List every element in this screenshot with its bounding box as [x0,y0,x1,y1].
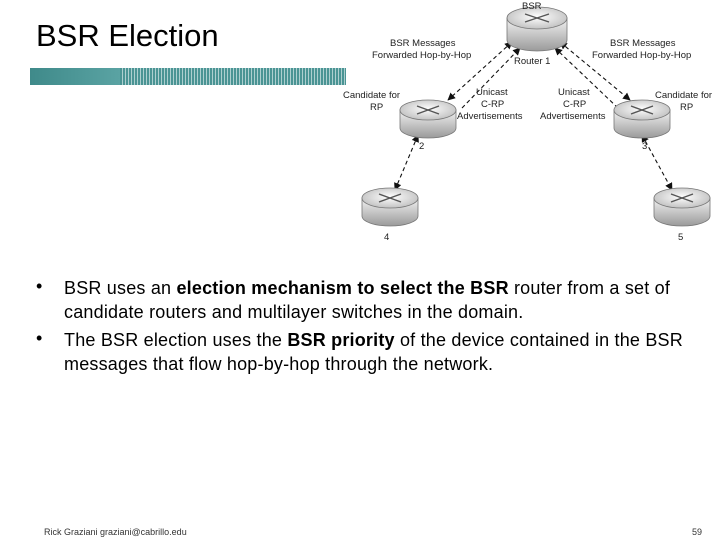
label-crp-left-2: C-RP [481,99,505,110]
label-crp-left-3: Advertisements [457,111,523,122]
bullet-text-1-bold: election mechanism to select the BSR [176,278,509,298]
label-router-5: 5 [678,232,684,243]
bsr-election-diagram [0,0,720,250]
bullet-dot-icon: • [36,328,43,348]
label-bsr-msgs-left-2: Forwarded Hop-by-Hop [372,50,472,61]
label-router-4: 4 [384,232,390,243]
slide-title: BSR Election [36,18,219,53]
label-cand-right-1: Candidate for [655,90,713,101]
label-router-2: 2 [419,141,425,152]
label-router1: Router 1 [514,56,551,67]
bullet-list [36,276,696,380]
link-r2-r4 [395,135,418,190]
label-crp-right-3: Advertisements [540,111,606,122]
label-bsr-msgs-right-2: Forwarded Hop-by-Hop [592,50,692,61]
label-cand-left-2: RP [370,102,384,113]
slide-footer: Rick Graziani graziani@cabrillo.edu [44,527,187,537]
router-icon-3 [614,100,670,138]
label-crp-left-1: Unicast [476,87,508,98]
bullet-text-2-bold: BSR priority [287,330,395,350]
router-icon-1 [507,7,567,51]
router-icon-5 [654,188,710,226]
router-icon-2 [400,100,456,138]
label-crp-right-1: Unicast [558,87,590,98]
bullet-text-1-part-3: router from a set of candidate routers and multilayer switches in the domain. [64,278,671,322]
label-router-3: 3 [642,141,648,152]
label-cand-right-2: RP [680,102,694,113]
bullet-text-2-part-3: of the device contained in the BSR messages that flow hop-by-hop through the network. [64,330,683,374]
page-number: 59 [691,527,702,537]
bullet-text-2-part-1: The BSR election uses the [64,330,288,350]
label-bsr: BSR [522,1,542,12]
bullet-item [36,328,696,376]
label-cand-left-1: Candidate for [343,90,401,101]
bullet-dot-icon: • [36,276,43,296]
label-crp-right-2: C-RP [563,99,587,110]
router-icon-4 [362,188,418,226]
label-bsr-msgs-right-1: BSR Messages [610,38,676,49]
bullet-item [36,276,696,324]
bullet-text-1-part-1: BSR uses an [64,278,177,298]
label-bsr-msgs-left-1: BSR Messages [390,38,456,49]
